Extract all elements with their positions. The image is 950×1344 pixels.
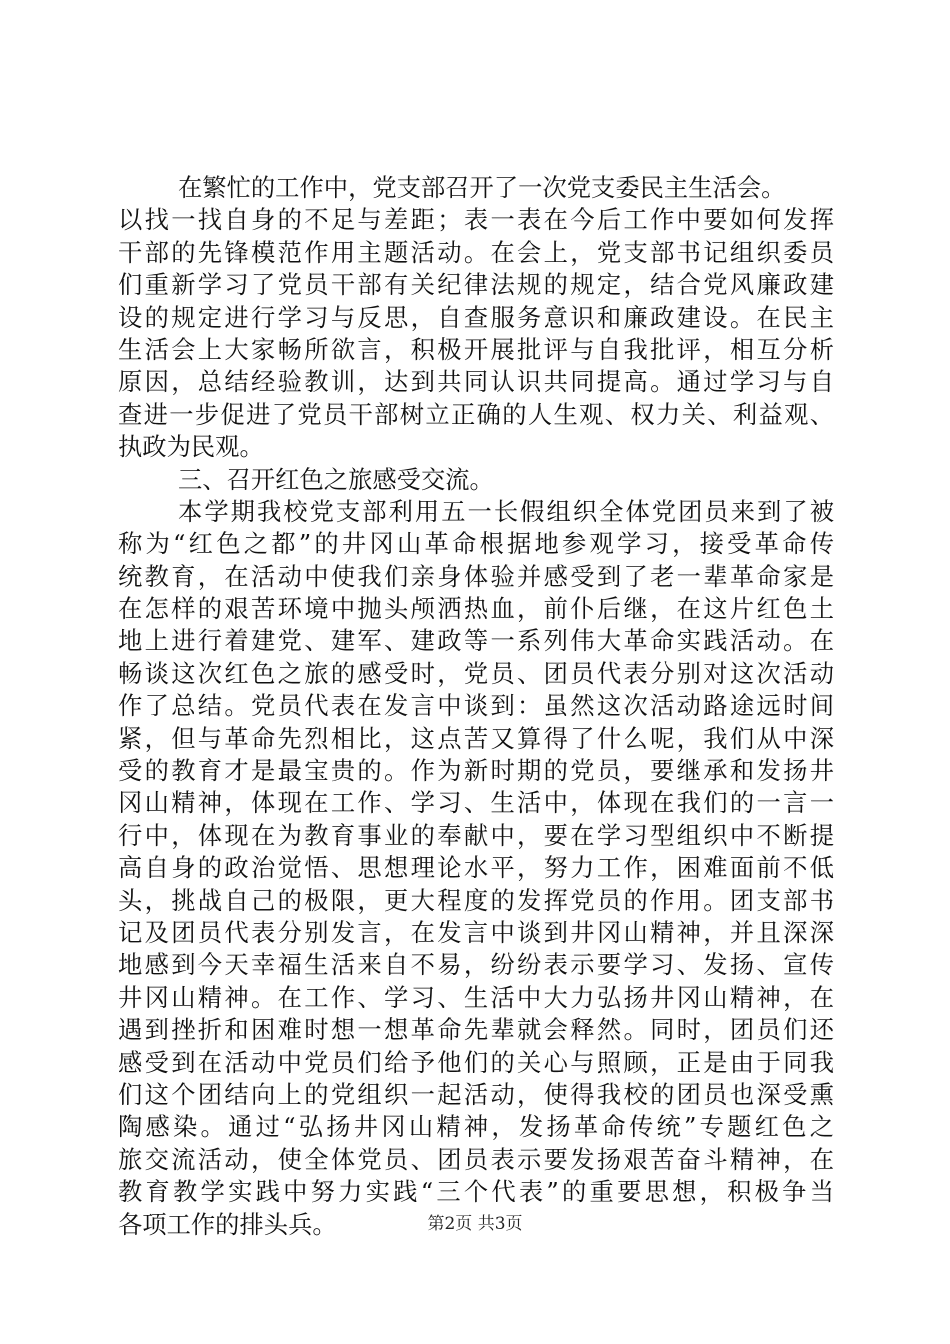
text-line: 头，挑战自己的极限，更大程度的发挥党员的作用。团支部书 [118,885,834,915]
text-line: 记及团员代表分别发言，在发言中谈到井冈山精神，并且深深 [118,917,834,947]
text-line: 高自身的政治觉悟、思想理论水平，努力工作，困难面前不低 [118,853,834,883]
text-line: 行中，体现在为教育事业的奉献中，要在学习型组织中不断提 [118,820,834,850]
text-line: 畅谈这次红色之旅的感受时，党员、团员代表分别对这次活动 [118,658,834,688]
text-line: 们这个团结向上的党组织一起活动，使得我校的团员也深受熏 [118,1079,834,1109]
page-footer: 第2页 共3页 [427,1214,523,1234]
text-line: 旅交流活动，使全体党员、团员表示要发扬艰苦奋斗精神，在 [118,1144,834,1174]
text-line: 以找一找自身的不足与差距；表一表在今后工作中要如何发挥 [118,205,834,235]
text-line: 设的规定进行学习与反思，自查服务意识和廉政建设。在民主 [118,302,834,332]
text-line: 遇到挫折和困难时想一想革命先辈就会释然。同时，团员们还 [118,1015,834,1045]
text-line: 作了总结。党员代表在发言中谈到：虽然这次活动路途远时间 [118,691,834,721]
text-line: 干部的先锋模范作用主题活动。在会上，党支部书记组织委员 [118,237,834,267]
text-line: 冈山精神，体现在工作、学习、生活中，体现在我们的一言一 [118,788,834,818]
text-line: 查进一步促进了党员干部树立正确的人生观、权力关、利益观、 [118,399,834,429]
text-line: 在怎样的艰苦环境中抛头颅洒热血，前仆后继，在这片红色土 [118,594,834,624]
text-line: 原因，总结经验教训，达到共同认识共同提高。通过学习与自 [118,367,834,397]
text-line: 地上进行着建党、建军、建政等一系列伟大革命实践活动。在 [118,626,834,656]
text-line: 各项工作的排头兵。 [118,1209,337,1239]
text-line: 三、召开红色之旅感受交流。 [178,464,494,494]
text-line: 受的教育才是最宝贵的。作为新时期的党员，要继承和发扬井 [118,756,834,786]
text-line: 感受到在活动中党员们给予他们的关心与照顾，正是由于同我 [118,1047,834,1077]
text-line: 生活会上大家畅所欲言，积极开展批评与自我批评，相互分析 [118,334,834,364]
document-body [118,172,834,1241]
text-line: 统教育，在活动中使我们亲身体验并感受到了老一辈革命家是 [118,561,834,591]
text-line: 在繁忙的工作中，党支部召开了一次党支委民主生活会。 [178,173,786,202]
text-line: 紧，但与革命先烈相比，这点苦又算得了什么呢，我们从中深 [118,723,834,753]
text-line: 执政为民观。 [118,432,264,462]
text-line: 地感到今天幸福生活来自不易，纷纷表示要学习、发扬、宣传 [118,950,834,980]
text-line: 教育教学实践中努力实践“三个代表”的重要思想，积极争当 [118,1177,834,1207]
text-line: 陶感染。通过“弘扬井冈山精神，发扬革命传统”专题红色之 [118,1112,834,1142]
text-line: 称为“红色之都”的井冈山革命根据地参观学习，接受革命传 [118,529,834,559]
text-line: 本学期我校党支部利用五一长假组织全体党团员来到了被 [178,496,834,526]
text-line: 井冈山精神。在工作、学习、生活中大力弘扬井冈山精神，在 [118,982,834,1012]
text-line: 们重新学习了党员干部有关纪律法规的规定，结合党风廉政建 [118,270,834,300]
